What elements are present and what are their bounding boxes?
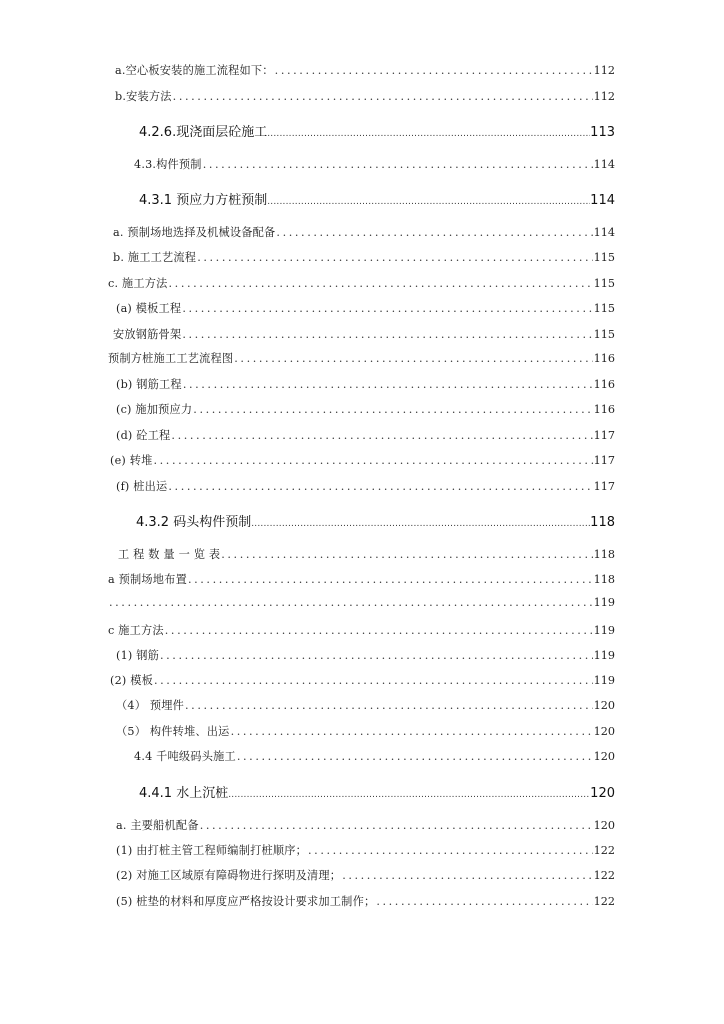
dot-leader bbox=[165, 624, 593, 637]
toc-entry-page: 116 bbox=[593, 378, 615, 391]
toc-entry-label: (1) 钢筋 bbox=[116, 649, 159, 662]
dot-leader bbox=[231, 725, 593, 738]
toc-entry[interactable] bbox=[110, 672, 615, 688]
dot-leader bbox=[173, 90, 593, 103]
dot-leader bbox=[183, 378, 593, 391]
toc-heading[interactable] bbox=[136, 511, 615, 530]
dot-leader bbox=[168, 480, 592, 493]
toc-heading[interactable] bbox=[139, 189, 615, 208]
dot-leader bbox=[203, 158, 593, 171]
toc-entry-label: (f) 桩出运 bbox=[116, 480, 168, 493]
toc-entry-label: 4.4.1 水上沉桩 bbox=[139, 786, 229, 801]
dot-leader bbox=[275, 64, 593, 77]
toc-entry-label: (d) 砼工程 bbox=[116, 429, 171, 442]
toc-entry-page: 116 bbox=[593, 352, 615, 365]
toc-heading[interactable] bbox=[139, 121, 615, 140]
toc-entry[interactable] bbox=[116, 647, 615, 663]
toc-entry-label: (5) 桩垫的材料和厚度应严格按设计要求加工制作； bbox=[116, 895, 376, 908]
toc-entry-label: (e) 转堆 bbox=[110, 454, 153, 467]
dot-leader bbox=[308, 844, 593, 857]
toc-entry-label: (a) 模板工程 bbox=[116, 302, 182, 315]
toc-entry-label: a.空心板安装的施工流程如下： bbox=[115, 64, 274, 77]
toc-entry-label: (b) 钢筋工程 bbox=[116, 378, 182, 391]
toc-entry-label: （4） 预埋件 bbox=[116, 699, 185, 712]
toc-entry-page: 115 bbox=[593, 302, 615, 315]
toc-entry-page: 116 bbox=[593, 403, 615, 416]
toc-entry[interactable] bbox=[110, 452, 615, 468]
dot-leader bbox=[342, 869, 592, 882]
toc-entry[interactable] bbox=[134, 156, 615, 172]
toc-heading[interactable] bbox=[139, 782, 615, 801]
toc-entry-page: 114 bbox=[593, 226, 615, 239]
toc-entry-label: 预制方桩施工工艺流程图 bbox=[108, 352, 234, 365]
toc-entry[interactable] bbox=[116, 723, 615, 739]
toc-entry-page: 118 bbox=[593, 573, 615, 586]
dot-leader bbox=[237, 750, 593, 763]
toc-entry-page: 119 bbox=[593, 596, 615, 609]
toc-entry[interactable] bbox=[116, 842, 615, 858]
toc-entry[interactable] bbox=[116, 697, 615, 713]
toc-entry-page: 120 bbox=[593, 819, 615, 832]
toc-entry-label: （5） 构件转堆、出运 bbox=[116, 725, 230, 738]
toc-entry-label: a. 预制场地选择及机械设备配备 bbox=[113, 226, 276, 239]
toc-entry-page: 115 bbox=[593, 328, 615, 341]
toc-entry-page: 118 bbox=[593, 548, 615, 561]
dot-leader bbox=[109, 596, 593, 609]
dot-leader bbox=[182, 302, 592, 315]
dot-leader bbox=[182, 328, 592, 341]
toc-entry-page: 122 bbox=[593, 895, 615, 908]
dot-leader bbox=[193, 403, 592, 416]
toc-entry-label: 4.3.1 预应力方桩预制 bbox=[139, 193, 268, 208]
toc-entry-page: 120 bbox=[593, 699, 615, 712]
toc-entry-page: 117 bbox=[593, 429, 615, 442]
toc-entry-label: (1) 由打桩主管工程师编制打桩顺序； bbox=[116, 844, 308, 857]
toc-entry-label: (2) 模板 bbox=[110, 674, 153, 687]
toc-entry[interactable] bbox=[108, 275, 615, 291]
dot-leader bbox=[276, 226, 592, 239]
toc-entry-label: b.安装方法 bbox=[115, 90, 172, 103]
dot-leader bbox=[267, 197, 590, 207]
dot-leader bbox=[154, 674, 593, 687]
toc-entry[interactable] bbox=[116, 817, 615, 833]
toc-entry-page: 113 bbox=[590, 125, 615, 140]
dot-leader bbox=[197, 251, 592, 264]
toc-entry[interactable] bbox=[116, 893, 615, 909]
toc-entry-label: 安放钢筋骨架 bbox=[113, 328, 182, 341]
dot-leader bbox=[228, 790, 590, 800]
toc-entry-page: 120 bbox=[593, 750, 615, 763]
toc-entry-page: 115 bbox=[593, 277, 615, 290]
toc-entry[interactable] bbox=[134, 748, 615, 764]
toc-entry[interactable] bbox=[108, 596, 615, 609]
toc-entry-label: (c) 施加预应力 bbox=[116, 403, 193, 416]
toc-entry[interactable] bbox=[108, 350, 615, 366]
toc-entry-page: 117 bbox=[593, 480, 615, 493]
dot-leader bbox=[169, 277, 593, 290]
toc-entry-page: 120 bbox=[590, 786, 615, 801]
toc-entry-page: 119 bbox=[593, 649, 615, 662]
toc-entry-page: 115 bbox=[593, 251, 615, 264]
dot-leader bbox=[234, 352, 592, 365]
toc-entry[interactable] bbox=[115, 88, 615, 104]
dot-leader bbox=[267, 129, 590, 139]
toc-entry-page: 117 bbox=[593, 454, 615, 467]
toc-entry-label: c. 施工方法 bbox=[108, 277, 168, 290]
toc-entry-label: 工 程 数 量 一 览 表 bbox=[118, 548, 221, 561]
toc-entry[interactable] bbox=[118, 546, 615, 562]
toc-entry-page: 122 bbox=[593, 844, 615, 857]
toc-entry[interactable] bbox=[113, 249, 615, 265]
toc-entry-label: a. 主要船机配备 bbox=[116, 819, 199, 832]
toc-entry[interactable] bbox=[113, 326, 615, 342]
toc-entry-page: 112 bbox=[593, 64, 615, 77]
toc-entry-label: (2) 对施工区域原有障碍物进行探明及清理； bbox=[116, 869, 342, 882]
toc-entry[interactable] bbox=[116, 300, 615, 316]
toc-entry-page: 114 bbox=[590, 193, 615, 208]
toc-entry-label: 4.3.构件预制 bbox=[134, 158, 202, 171]
toc-entry[interactable] bbox=[115, 62, 615, 78]
toc-entry-page: 112 bbox=[593, 90, 615, 103]
toc-entry-page: 119 bbox=[593, 624, 615, 637]
toc-entry-page: 119 bbox=[593, 674, 615, 687]
toc-entry[interactable] bbox=[108, 571, 615, 587]
toc-entry-page: 122 bbox=[593, 869, 615, 882]
dot-leader bbox=[188, 573, 593, 586]
dot-leader bbox=[171, 429, 592, 442]
dot-leader bbox=[185, 699, 593, 712]
toc-entry[interactable] bbox=[108, 622, 615, 638]
dot-leader bbox=[251, 519, 590, 529]
dot-leader bbox=[221, 548, 592, 561]
toc-entry[interactable] bbox=[116, 376, 615, 392]
dot-leader bbox=[200, 819, 593, 832]
toc-entry[interactable] bbox=[113, 224, 615, 240]
toc-entry[interactable] bbox=[116, 867, 615, 883]
toc-entry-label: 4.3.2 码头构件预制 bbox=[136, 515, 252, 530]
toc-entry[interactable] bbox=[116, 478, 615, 494]
toc-entry-label: a 预制场地布置 bbox=[108, 573, 187, 586]
toc-entry-page: 114 bbox=[593, 158, 615, 171]
toc-entry[interactable] bbox=[116, 401, 615, 417]
toc-entry-page: 120 bbox=[593, 725, 615, 738]
dot-leader bbox=[160, 649, 593, 662]
toc-entry-label: 4.4 千吨级码头施工 bbox=[134, 750, 236, 763]
toc-entry-page: 118 bbox=[590, 515, 615, 530]
toc-entry-label: b. 施工工艺流程 bbox=[113, 251, 197, 264]
dot-leader bbox=[153, 454, 592, 467]
toc-entry-label: 4.2.6.现浇面层砼施工 bbox=[139, 125, 268, 140]
toc-entry[interactable] bbox=[116, 427, 615, 443]
toc-entry-label: c 施工方法 bbox=[108, 624, 164, 637]
dot-leader bbox=[376, 895, 592, 908]
